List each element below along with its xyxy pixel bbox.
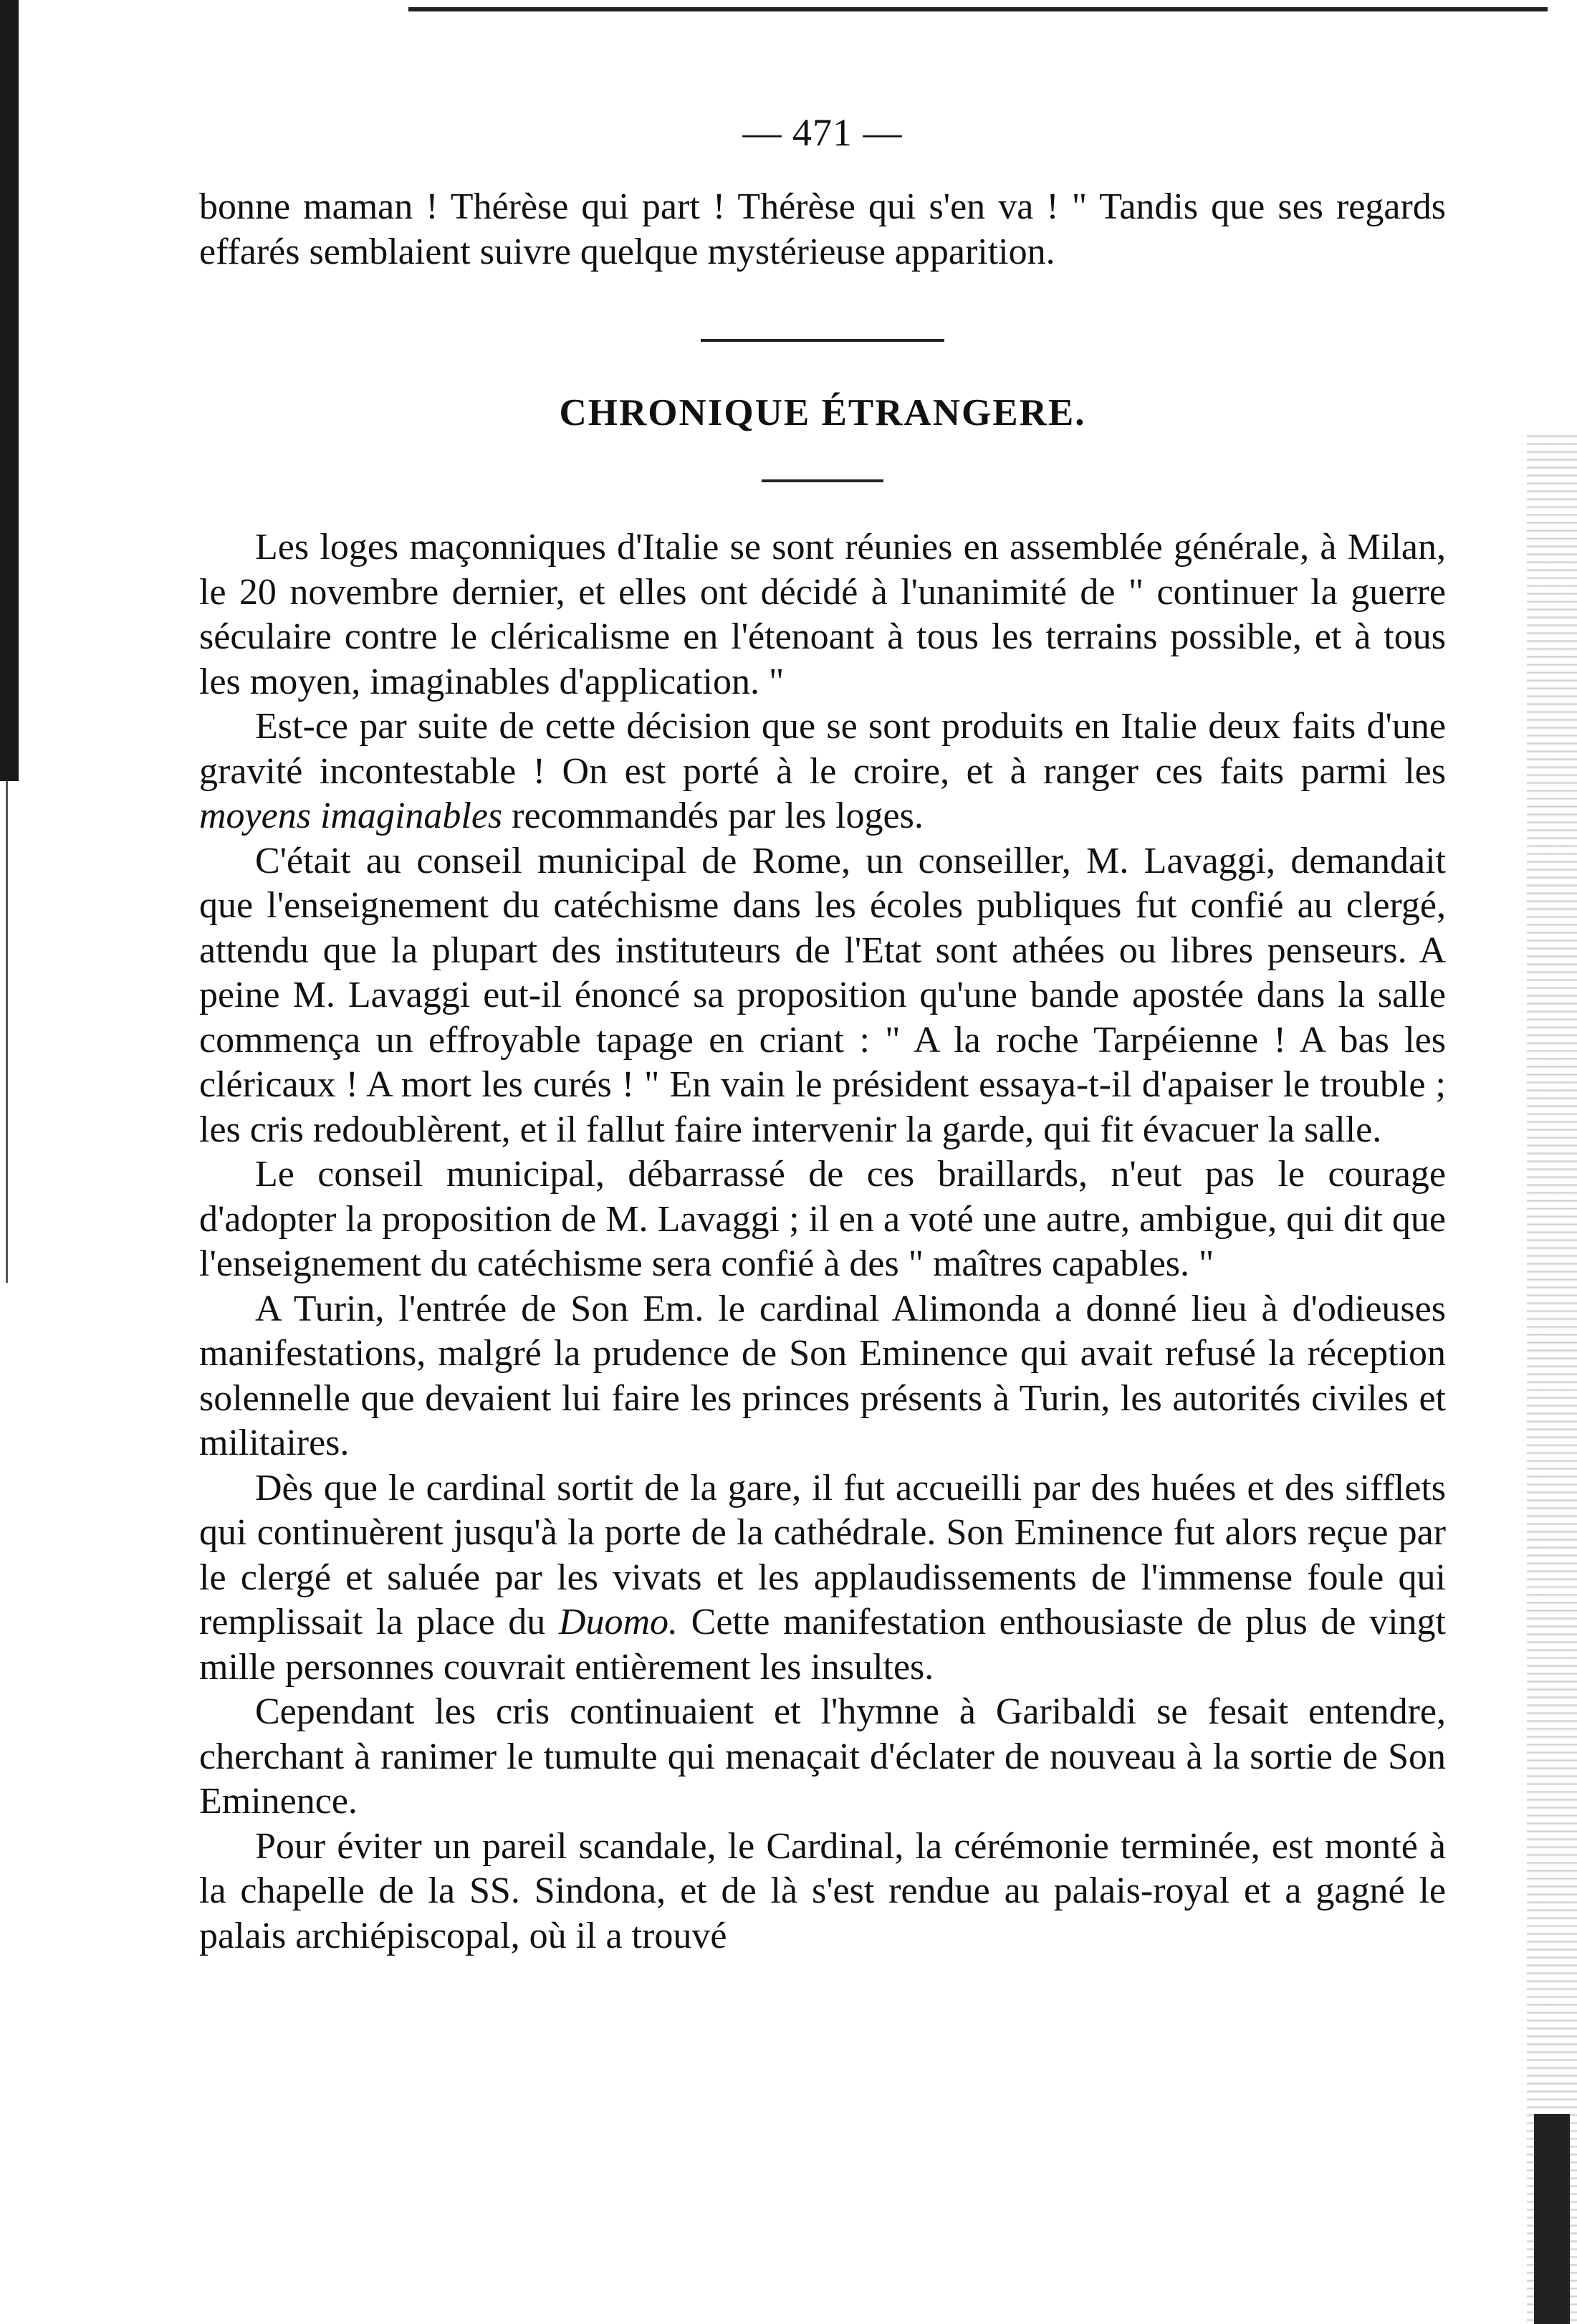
- page-content: [199, 107, 1446, 1959]
- scan-binding-line: [6, 781, 8, 1283]
- section-divider-top: [701, 339, 944, 342]
- paragraph-8: Pour éviter un pareil scandale, le Cardinal, la cérémonie terminée, est monté à la chapelle de la SS. Sindona, et de là s'est rendue au palais-royal et a gagné le palais archiépiscopal, où il a trouvé: [199, 1825, 1446, 1956]
- opening-paragraph: bonne maman ! Thérèse qui part ! Thérèse qui s'en va ! " Tandis que ses regards effarés semblaient suivre quelque mystérieuse apparition.: [199, 186, 1446, 272]
- section-divider-bottom: [762, 479, 883, 482]
- paragraph-1: Les loges maçonniques d'Italie se sont réunies en assemblée générale, à Milan, le 20 novembre dernier, et elles ont décidé à l'unanimité de " continuer la guerre séculaire contre le cléricalisme en l'étenoant à tous les terrains possible, et à tous les moyen, imaginables d'application. ": [199, 527, 1446, 702]
- paragraph-6-text-a: Dès que le cardinal sortit de la gare, il fut accueilli par des huées et des sifflets qui continuèrent jusqu'à la porte de la cathédrale. Son Eminence fut alors reçue par le clergé et saluée par les vivats et les applaudissements de l'immense foule qui remplissait la place du: [199, 1467, 1446, 1642]
- section-title: CHRONIQUE ÉTRANGERE.: [559, 392, 1086, 434]
- paragraph-2-italic: moyens imaginables: [199, 795, 503, 836]
- scan-right-edge-noise: [1527, 430, 1577, 2324]
- paragraph-5: A Turin, l'entrée de Son Em. le cardinal Alimonda a donné lieu à d'odieuses manifestations, malgré la prudence de Son Eminence qui avait refusé la réception solennelle que devaient lui faire les princes présents à Turin, les autorités civiles et militaires.: [199, 1288, 1446, 1463]
- scan-right-edge-dark: [1534, 2114, 1570, 2324]
- paragraph-2-text-b: recommandés par les loges.: [502, 795, 924, 836]
- scan-top-edge: [408, 7, 1548, 11]
- paragraph-3: C'était au conseil municipal de Rome, un conseiller, M. Lavaggi, demandait que l'enseignement du catéchisme dans les écoles publiques fut confié au clergé, attendu que la plupart des instituteurs de l'Etat sont athées ou libres penseurs. A peine M. Lavaggi eut-il énoncé sa proposition qu'une bande apostée dans la salle commença un effroyable tapage en criant : " A la roche Tarpéienne ! A bas les cléricaux ! A mort les curés ! " En vain le président essaya-t-il d'apaiser le trouble ; les cris redoublèrent, et il fallut faire intervenir la garde, qui fit évacuer la salle.: [199, 840, 1446, 1150]
- paragraph-6-italic: Duomo.: [558, 1602, 679, 1642]
- paragraph-6: [199, 1466, 1446, 1691]
- page-number: — 471 —: [742, 111, 903, 154]
- paragraph-2: [199, 704, 1446, 839]
- paragraph-6-text-b: Cette manifestation enthousiaste de plus de vingt mille personnes couvrait entièrement les insultes.: [199, 1602, 1446, 1688]
- paragraph-4: Le conseil municipal, débarrassé de ces braillards, n'eut pas le courage d'adopter la proposition de M. Lavaggi ; il en a voté une autre, ambigue, qui dit que l'enseignement du catéchisme sera confié à des " maîtres capables. ": [199, 1154, 1446, 1284]
- paragraph-7: Cependant les cris continuaient et l'hymne à Garibaldi se fesait entendre, cherchant à ranimer le tumulte qui menaçait d'éclater de nouveau à la sortie de Son Eminence.: [199, 1691, 1446, 1822]
- paragraph-2-text-a: Est-ce par suite de cette décision que se sont produits en Italie deux faits d'une gravité incontestable ! On est porté à le croire, et à ranger ces faits parmi les: [199, 706, 1446, 792]
- scan-binding-shadow: [0, 0, 19, 781]
